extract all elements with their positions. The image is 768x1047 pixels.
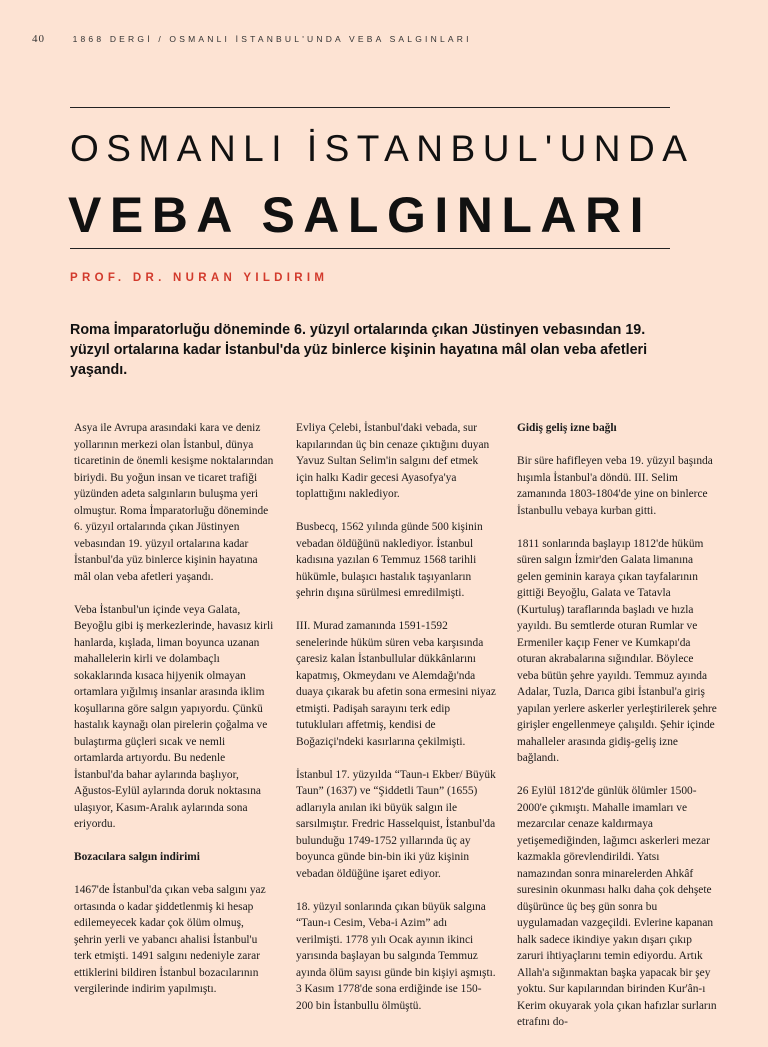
running-header [32,33,728,45]
article-kicker: OSMANLI İSTANBUL'UNDA [70,128,695,169]
paragraph: 1467'de İstanbul'da çıkan veba salgını yaz ortasında o kadar şiddetlenmiş ki hesap edilemeyecek kadar çok ölüm olmuş, şehrin yerli ve yabancı ahalisi İstanbul'u terk etmişti. 1491 salgını nedeniyle zarar ettiklerini bildiren İstanbul bozacılarının vergilerinde indirim yapılmıştı. [74,884,266,995]
paragraph: Asya ile Avrupa arasındaki kara ve deniz yollarının merkezi olan İstanbul, dünya ticaretinin de önemli kesişme noktalarından biriydi. Bu yoğun insan ve ticaret trafiği yüzünden adeta salgınların buluşma yeri olmuştur. Roma İmparatorluğu döneminde 6. yüzyıl ortalarında çıkan Jüstinyen vebasından 19. yüzyıl ortalarına kadar İstanbul'da yüz binlerce kişinin hayatına mâl olan veba afetleri yaşandı. [74,422,274,583]
section-heading: Gidiş geliş izne bağlı [517,422,617,434]
paragraph: 26 Eylül 1812'de günlük ölümler 1500-2000'e çıkmıştı. Mahalle imamları ve mezarcılar cenaze kaldırmaya yetişemediğinden, lağımcı askerleri mezar kazmakla görevlendirildi. Yatsı namazından sonra minarelerden Ahkâf suresinin okunması halkı daha çok dehşete düşürünce üç beş gün sonra bu uygulamadan vazgeçildi. Evlerine kapanan halk sadece ikindiye yakın dışarı çıkıp zaruri ihtiyaçlarını temin ediyordu. Artık Allah'a sığınmaktan başka yapacak bir şey yoktu. Sur kapılarından birinden Kur'ân-ı Kerim okuyarak yola çıkan hafızlar surların etrafını do- [517,785,717,1028]
running-title: 1868 DERGİ / OSMANLI İSTANBUL'UNDA VEBA SALGINLARI [72,34,472,44]
text-column-2 [296,420,496,1031]
paragraph: 18. yüzyıl sonlarında çıkan büyük salgına “Taun-ı Cesim, Veba-i Azim” adı verilmişti. 1778 yılı Ocak ayının ikinci yarısında başlayan bu salgında Temmuz ayında ölüm sayısı günde bin kişiyi aşmıştı. 3 Kasım 1778'de sona erdiğinde ise 150-200 bin İstanbullu ölmüştü. [296,900,496,1012]
page-number: 40 [32,33,45,45]
paragraph: Veba İstanbul'un içinde veya Galata, Beyoğlu gibi iş merkezlerinde, havasız kirli hanlarda, kışlada, liman boyunca uzanan mahallelerin kirli ve dolambaçlı sokaklarında kısaca hijyenik olmayan ortamlara yığılmış insanlar arasında iklim koşullarına göre salgın yapıyordu. Çünkü hastalık kaynağı olan pirelerin çoğalma ve bulaştırma güçleri sıcak ve nemli ortamlarda artıyordu. Bu nedenle İstanbul'da bahar aylarında başlıyor, Ağustos-Eylül aylarında doruk noktasına ulaşıyor, Kasım-Aralık aylarında sona eriyordu. [74,603,274,830]
paragraph: Busbecq, 1562 yılında günde 500 kişinin vebadan öldüğünü naklediyor. İstanbul kadısına yazılan 6 Temmuz 1568 tarihli hükümle, bulaşıcı hastalık taşıyanların şehrin dışına sürülmesi emredilmişti. [296,521,483,599]
text-column-3 [517,420,717,1047]
paragraph: Evliya Çelebi, İstanbul'daki vebada, sur kapılarından üç bin cenaze çıktığını duyan Yavuz Sultan Selim'in salgını def etmek için halkı Kadir gecesi Ayasofya'ya toplattığını naklediyor. [296,422,490,500]
text-column-1 [74,420,274,1014]
author-byline: PROF. DR. NURAN YILDIRIM [70,272,329,284]
article-lede: Roma İmparatorluğu döneminde 6. yüzyıl ortalarında çıkan Jüstinyen vebasından 19. yüzyıl ortalarına kadar İstanbul'da yüz binlerce kişinin hayatına mâl olan veba afetleri yaşandı. [70,322,648,378]
top-rule [70,107,670,108]
headline-rule [70,248,670,249]
section-heading: Bozacılara salgın indirimi [74,851,200,863]
paragraph: III. Murad zamanında 1591-1592 senelerinde hüküm süren veba karşısında çaresiz kalan İstanbullular dükkânlarını kapatmış, Okmeydanı ve Alemdağı'nda duaya çıkarak bu afetin sona ermesini niyaz etmişti. Padişah sarayını terk edip tutukluları affetmiş, kendisi de Boğaziçi'ndeki kasırlarına çekilmişti. [296,620,496,748]
paragraph: İstanbul 17. yüzyılda “Taun-ı Ekber/ Büyük Taun” (1637) ve “Şiddetli Taun” (1655) adlarıyla anılan iki büyük salgın ile sarsılmıştır. Fredric Hasselquist, İstanbul'da bulunduğu 1749-1752 yıllarında üç ay boyunca günde bin-bin iki yüz kişinin vebadan öldüğüne işaret ediyor. [296,768,496,880]
article-headline: VEBA SALGINLARI [68,187,652,243]
paragraph: 1811 sonlarında başlayıp 1812'de hüküm süren salgın İzmir'den Galata limanına gelen geminin karaya çıkan tayfalarının gittiği Beyoğlu, Galata ve Tatavla (Kurtuluş) taraflarında başladı ve hızla yayıldı. Bu semtlerde oturan Rumlar ve Ermeniler kaçıp Fener ve Kumkapı'da oturan akrabalarına sığındılar. Böylece veba bütün şehre yayıldı. Temmuz ayında Adalar, Tuzla, Darıca gibi İstanbul'a giriş yapılan yerlere askerler yerleştirilerek şehre girişler engellenmeye çalışıldı. Şehir içinde mahalleler arasında gidiş-geliş izne bağlandı. [517,537,717,764]
paragraph: Bir süre hafifleyen veba 19. yüzyıl başında hışımla İstanbul'a döndü. III. Selim zamanında 1803-1804'de yine on binlerce İstanbullu vebaya kurban gitti. [517,455,713,517]
